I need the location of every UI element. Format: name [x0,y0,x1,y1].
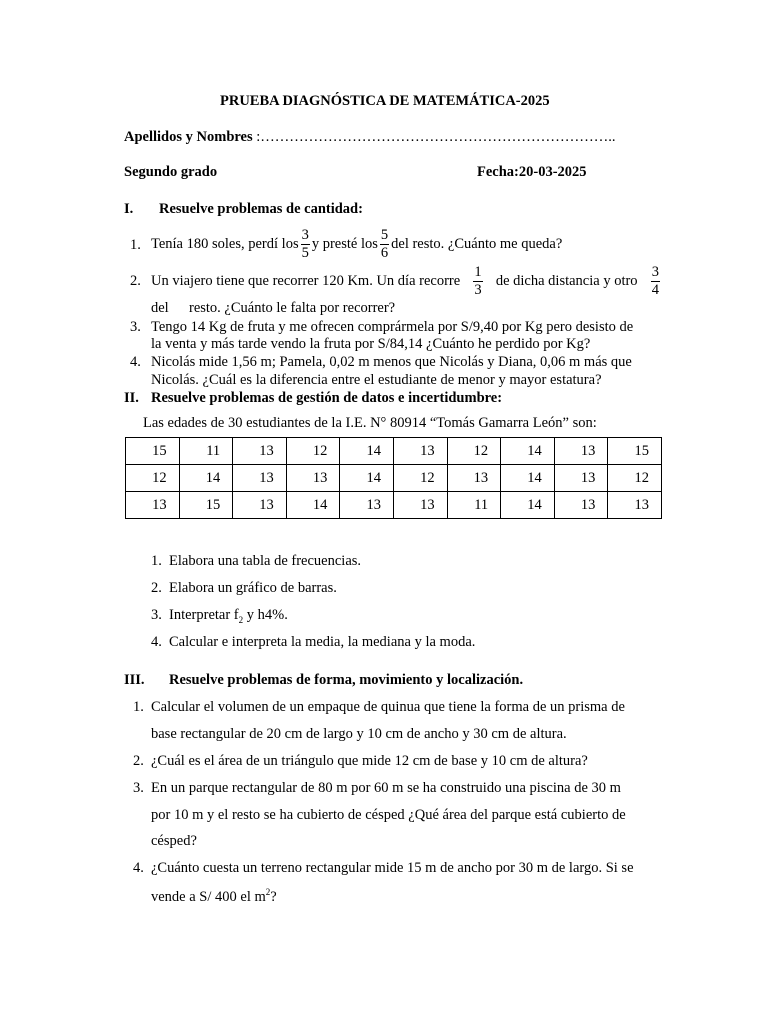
ages-table-cell: 14 [340,438,394,465]
section-2-title: Resuelve problemas de gestión de datos e incertidumbre: [151,390,503,406]
s1-q2-number: 2. [130,273,141,289]
subscript-2: 2 [238,614,244,625]
ages-table-row [126,465,662,492]
s3-q2-number: 2. [133,753,144,769]
fraction-denominator: 4 [651,281,659,298]
s1-q1-part-b: y presté los [311,235,378,252]
s3-q1-line-1: Calcular el volumen de un empaque de quinua que tiene la forma de un prisma de [151,699,625,715]
s1-q1-part-a: Tenía 180 soles, perdí los [151,235,299,252]
ages-table-cell: 12 [126,465,180,492]
s1-q2-line-2: resto. ¿Cuánto le falta por recorrer? [189,300,396,316]
s2-item-4: Calcular e interpreta la media, la mediana y la moda. [169,634,476,650]
s2-item-3 [169,607,288,625]
s1-q1-text [151,224,562,264]
s1-q1-number: 1. [130,237,141,253]
ages-table-cell: 13 [393,438,447,465]
ages-table-cell: 13 [393,492,447,519]
ages-table-cell: 14 [179,465,233,492]
s2-item-2-number: 2. [151,580,162,596]
s1-q1-part-c: del resto. ¿Cuánto me queda? [391,235,563,252]
s2-item-3-number: 3. [151,607,162,623]
names-line [124,129,616,146]
section-2-numeral: II. [124,390,139,406]
ages-table-cell: 12 [286,438,340,465]
ages-table-cell: 13 [608,492,662,519]
s1-q4-line-2: Nicolás. ¿Cuál es la diferencia entre el estudiante de menor y mayor estatura? [151,372,602,388]
s2-item-3-post: y h4%. [243,607,288,623]
s3-q4-line-2-post: ? [270,888,277,905]
s3-q3-line-1: En un parque rectangular de 80 m por 60 m se ha construido una piscina de 30 m [151,780,621,796]
ages-table-row [126,492,662,519]
s1-q3-line-1: Tengo 14 Kg de fruta y me ofrecen comprármela por S/9,40 por Kg pero desisto de [151,319,634,335]
s2-item-4-number: 4. [151,634,162,650]
ages-table-cell: 14 [340,465,394,492]
fraction-numerator: 5 [380,227,389,243]
s1-q3-number: 3. [130,319,141,335]
fraction-numerator: 1 [474,264,482,280]
section-3-numeral: III. [124,672,145,688]
section-1-numeral: I. [124,201,134,217]
section-1-title: Resuelve problemas de cantidad: [159,201,363,217]
fraction-denominator: 3 [474,281,482,298]
ages-table-cell: 12 [447,438,501,465]
section-3-title: Resuelve problemas de forma, movimiento y localización. [169,672,524,688]
fraction-numerator: 3 [301,227,309,243]
s3-q1-line-2: base rectangular de 20 cm de largo y 10 cm de ancho y 30 cm de altura. [151,726,567,742]
s2-item-1: Elabora una tabla de frecuencias. [169,553,362,569]
fraction-denominator: 6 [380,244,389,261]
s1-q2-part-b: de dicha distancia y otro [495,272,638,289]
ages-intro: Las edades de 30 estudiantes de la I.E. N° 80914 “Tomás Gamarra León” son: [143,415,597,431]
s1-q3-line-2: la venta y más tarde vendo la fruta por S/84,14 ¿Cuánto he perdido por Kg? [151,336,591,352]
ages-table-cell: 13 [233,492,287,519]
ages-table-cell: 13 [554,465,608,492]
ages-table-cell: 14 [501,492,555,519]
ages-table-cell: 13 [554,438,608,465]
s3-q4-line-2-pre: vende a S/ 400 el m [151,888,266,905]
s3-q2-line-1: ¿Cuál es el área de un triángulo que mide 12 cm de base y 10 cm de altura? [151,753,588,769]
ages-table-cell: 13 [233,438,287,465]
s1-q4-line-1: Nicolás mide 1,56 m; Pamela, 0,02 m menos que Nicolás y Diana, 0,06 m más que [151,354,632,370]
ages-table-cell: 13 [286,465,340,492]
ages-table-cell: 15 [126,438,180,465]
ages-table-cell: 11 [179,438,233,465]
s2-item-2: Elabora un gráfico de barras. [169,580,337,596]
ages-table-cell: 15 [608,438,662,465]
s3-q4-number: 4. [133,860,144,876]
ages-table-cell: 13 [340,492,394,519]
s2-item-3-pre: Interpretar f [169,607,239,623]
names-blank: :……………………………………………………………….. [252,129,616,145]
ages-table-cell: 15 [179,492,233,519]
fraction-1-3 [473,265,482,297]
fraction-5-6 [380,228,389,260]
ages-table-cell: 13 [447,465,501,492]
page-title: PRUEBA DIAGNÓSTICA DE MATEMÁTICA-2025 [220,93,550,109]
ages-table-cell: 14 [501,465,555,492]
ages-table-cell: 13 [126,492,180,519]
fraction-3-5 [301,228,310,260]
names-label: Apellidos y Nombres [124,129,253,145]
superscript-2: 2 [265,887,271,897]
s3-q1-number: 1. [133,699,144,715]
fraction-numerator: 3 [651,264,659,280]
ages-table-cell: 12 [608,465,662,492]
s3-q4-line-2 [151,887,277,906]
s3-q3-number: 3. [133,780,144,796]
fraction-denominator: 5 [301,244,309,261]
s1-q2-part-a: Un viajero tiene que recorrer 120 Km. Un día recorre [151,272,461,289]
s1-q2-line-1 [151,261,662,301]
ages-table-cell: 13 [233,465,287,492]
date-label: Fecha:20-03-2025 [477,164,587,180]
s3-q4-line-1: ¿Cuánto cuesta un terreno rectangular mide 15 m de ancho por 30 m de largo. Si se [151,860,634,876]
ages-table-cell: 12 [393,465,447,492]
ages-table-cell: 11 [447,492,501,519]
ages-table [125,437,662,519]
ages-table-cell: 14 [501,438,555,465]
fraction-3-4 [651,265,660,297]
s3-q3-line-2: por 10 m y el resto se ha cubierto de césped ¿Qué área del parque está cubierto de [151,807,626,823]
ages-table-cell: 14 [286,492,340,519]
s1-q2-word-del: del [151,300,169,316]
ages-table-row [126,438,662,465]
s3-q3-line-3: césped? [151,833,197,849]
s1-q4-number: 4. [130,354,141,370]
grade-label: Segundo grado [124,164,218,180]
ages-table-cell: 13 [554,492,608,519]
s2-item-1-number: 1. [151,553,162,569]
